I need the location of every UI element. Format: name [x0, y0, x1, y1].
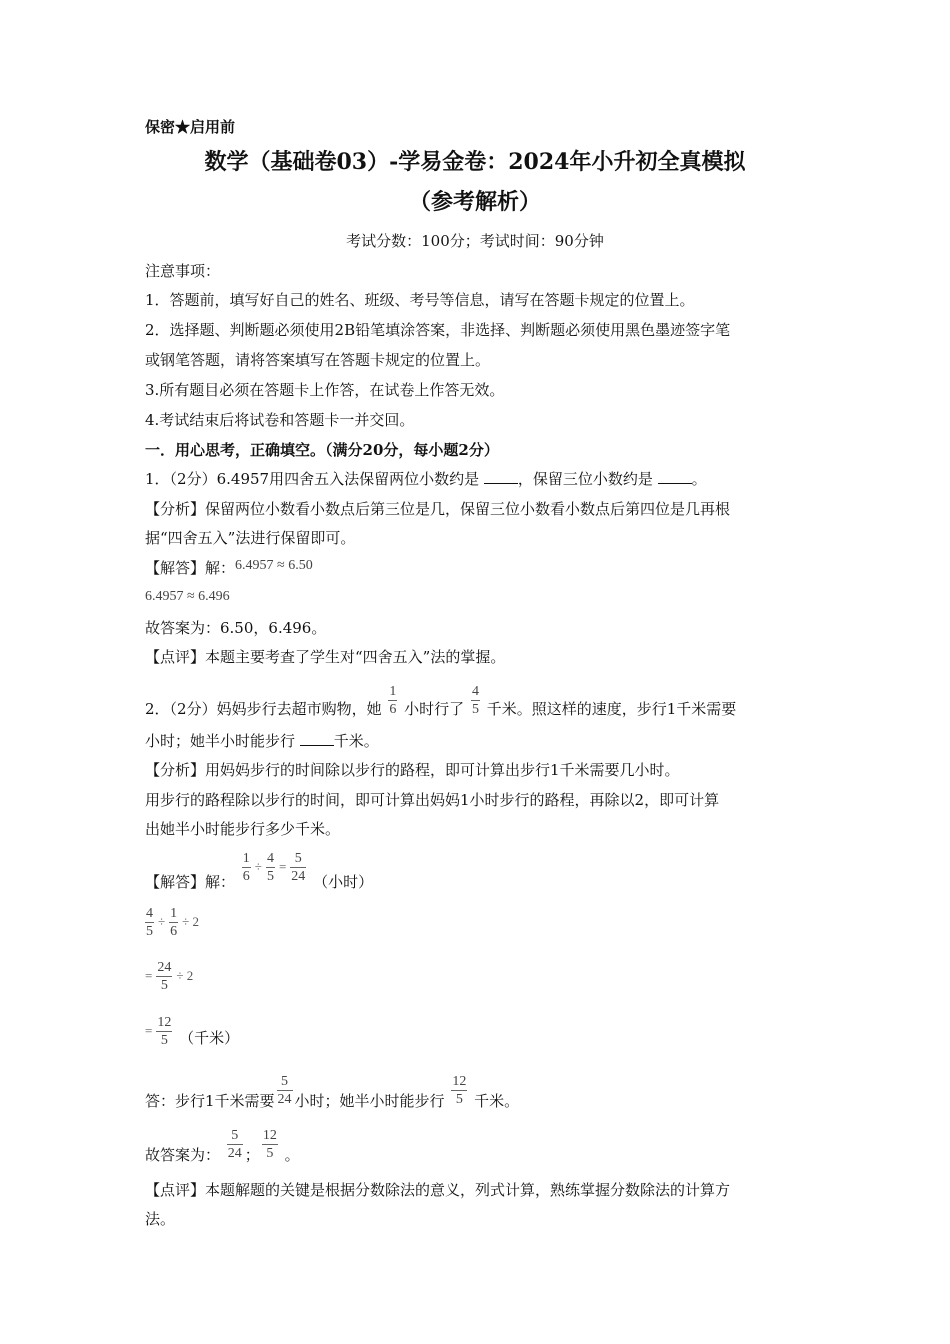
review-label: 【点评】	[145, 648, 206, 666]
fraction: $\frac{12}{5}$	[157, 1014, 172, 1048]
fraction: $\frac{1}{6}$	[170, 905, 178, 939]
answer-blank	[300, 731, 334, 746]
fraction: $\frac{4}{5}$	[146, 905, 153, 939]
q1-analysis	[145, 499, 730, 519]
note-item: 1．答题前，填写好自己的姓名、班级、考号等信息，请写在答题卡规定的位置上。	[145, 291, 695, 309]
fraction: $\frac{12}{5}$	[452, 1073, 467, 1107]
notes-heading: 注意事项：	[145, 262, 221, 280]
unit-label: （千米）	[179, 1029, 240, 1047]
confidential-label: 保密★启用前	[145, 118, 236, 136]
q2-stem-text: 小时；她半小时能步行	[145, 732, 296, 750]
q2-step	[145, 901, 201, 942]
operator: =	[278, 859, 287, 874]
fraction: $\frac{4}{5}$	[266, 850, 274, 884]
section-heading: 一．用心思考，正确填空。（满分20分，每小题2分）	[145, 441, 499, 459]
q2-review	[145, 1180, 730, 1200]
operator: ÷ 2	[176, 968, 194, 983]
reply-text: 答：步行1千米需要	[145, 1092, 275, 1110]
q1-analysis-cont: 据“四舍五入”法进行保留即可。	[145, 529, 356, 547]
fraction: $\frac{12}{5}$	[262, 1127, 277, 1161]
review-text: 本题解题的关键是根据分数除法的意义，列式计算，熟练掌握分数除法的计算方	[205, 1181, 731, 1199]
operator: ÷ 2	[182, 914, 200, 929]
q1-solution	[145, 558, 313, 580]
q2-analysis-cont: 出她半小时能步行多少千米。	[145, 820, 341, 838]
answer-blank	[484, 469, 518, 484]
q2-reply	[145, 1066, 519, 1112]
analysis-label: 【分析】	[145, 500, 206, 518]
fraction: $\frac{5}{24}$	[291, 850, 306, 884]
q2-review-cont: 法。	[145, 1210, 176, 1228]
operator: ÷	[158, 914, 166, 929]
answer-blank	[658, 469, 692, 484]
q2-analysis-cont: 用步行的路程除以步行的时间，即可计算出妈妈1小时步行的路程，再除以2，即可计算	[145, 791, 720, 809]
reply-text: 小时；她半小时能步行	[294, 1092, 445, 1110]
analysis-text: 保留两位小数看小数点后第三位是几，保留三位小数看小数点后第四位是几再根	[205, 500, 731, 518]
document-title: 数学（基础卷03）-学易金卷：2024年小升初全真模拟	[204, 149, 746, 175]
operator: ÷	[254, 859, 262, 874]
unit-label: （小时）	[313, 873, 374, 891]
exam-info: 考试分数：100分；考试时间：90分钟	[346, 232, 604, 250]
fraction: $\frac{5}{24}$	[227, 1127, 242, 1161]
q2-step	[145, 955, 195, 996]
q1-math: 6.4957 ≈ 6.50	[235, 558, 313, 573]
q1-stem	[145, 469, 707, 489]
fraction: $\frac{24}{5}$	[157, 959, 172, 993]
solution-label: 【解答】解：	[145, 559, 236, 577]
q2-answer	[145, 1120, 300, 1166]
q2-stem-cont	[145, 731, 379, 751]
operator: =	[145, 968, 153, 983]
note-item: 4.考试结束后将试卷和答题卡一并交回。	[145, 411, 415, 429]
reply-text: 千米。	[474, 1092, 520, 1110]
fraction: $\frac{5}{24}$	[277, 1073, 292, 1107]
analysis-label: 【分析】	[145, 761, 206, 779]
q2-stem	[145, 676, 736, 722]
review-text: 本题主要考查了学生对“四舍五入”法的掌握。	[205, 648, 506, 666]
q1-stem-text: 1．（2分）6.4957用四舍五入法保留两位小数约是	[145, 470, 480, 488]
q2-solution	[145, 846, 374, 891]
fraction: $\frac{1}{6}$	[242, 850, 250, 884]
answer-text: ；	[244, 1146, 260, 1164]
q2-stem-text: 小时行了	[404, 700, 465, 718]
q1-stem-text: ，保留三位小数约是	[517, 470, 653, 488]
q2-analysis	[145, 760, 680, 780]
note-item: 或钢笔答题，请将答案填写在答题卡规定的位置上。	[145, 351, 491, 369]
q2-step	[145, 1010, 239, 1051]
document-subtitle: （参考解析）	[408, 189, 541, 215]
note-item: 3.所有题目必须在答题卡上作答，在试卷上作答无效。	[145, 381, 505, 399]
fraction: $\frac{1}{6}$	[389, 683, 397, 717]
analysis-text: 用妈妈步行的时间除以步行的路程，即可计算出步行1千米需要几小时。	[205, 761, 680, 779]
fraction: $\frac{4}{5}$	[471, 683, 479, 717]
q1-answer: 故答案为：6.50，6.496。	[145, 619, 327, 637]
note-item: 2．选择题、判断题必须使用2B铅笔填涂答案，非选择、判断题必须使用黑色墨迹签字笔	[145, 321, 731, 339]
q1-review	[145, 647, 505, 667]
review-label: 【点评】	[145, 1181, 206, 1199]
operator: =	[145, 1023, 153, 1038]
q2-stem-text: 千米。照这样的速度，步行1千米需要	[486, 700, 737, 718]
q1-stem-text: 。	[691, 470, 707, 488]
answer-text: 。	[284, 1146, 300, 1164]
q1-math: 6.4957 ≈ 6.496	[145, 589, 230, 604]
q2-stem-text: 千米。	[333, 732, 379, 750]
answer-text: 故答案为：	[145, 1146, 221, 1164]
solution-label: 【解答】解：	[145, 873, 236, 891]
q2-stem-text: 2．（2分）妈妈步行去超市购物，她	[145, 700, 382, 718]
